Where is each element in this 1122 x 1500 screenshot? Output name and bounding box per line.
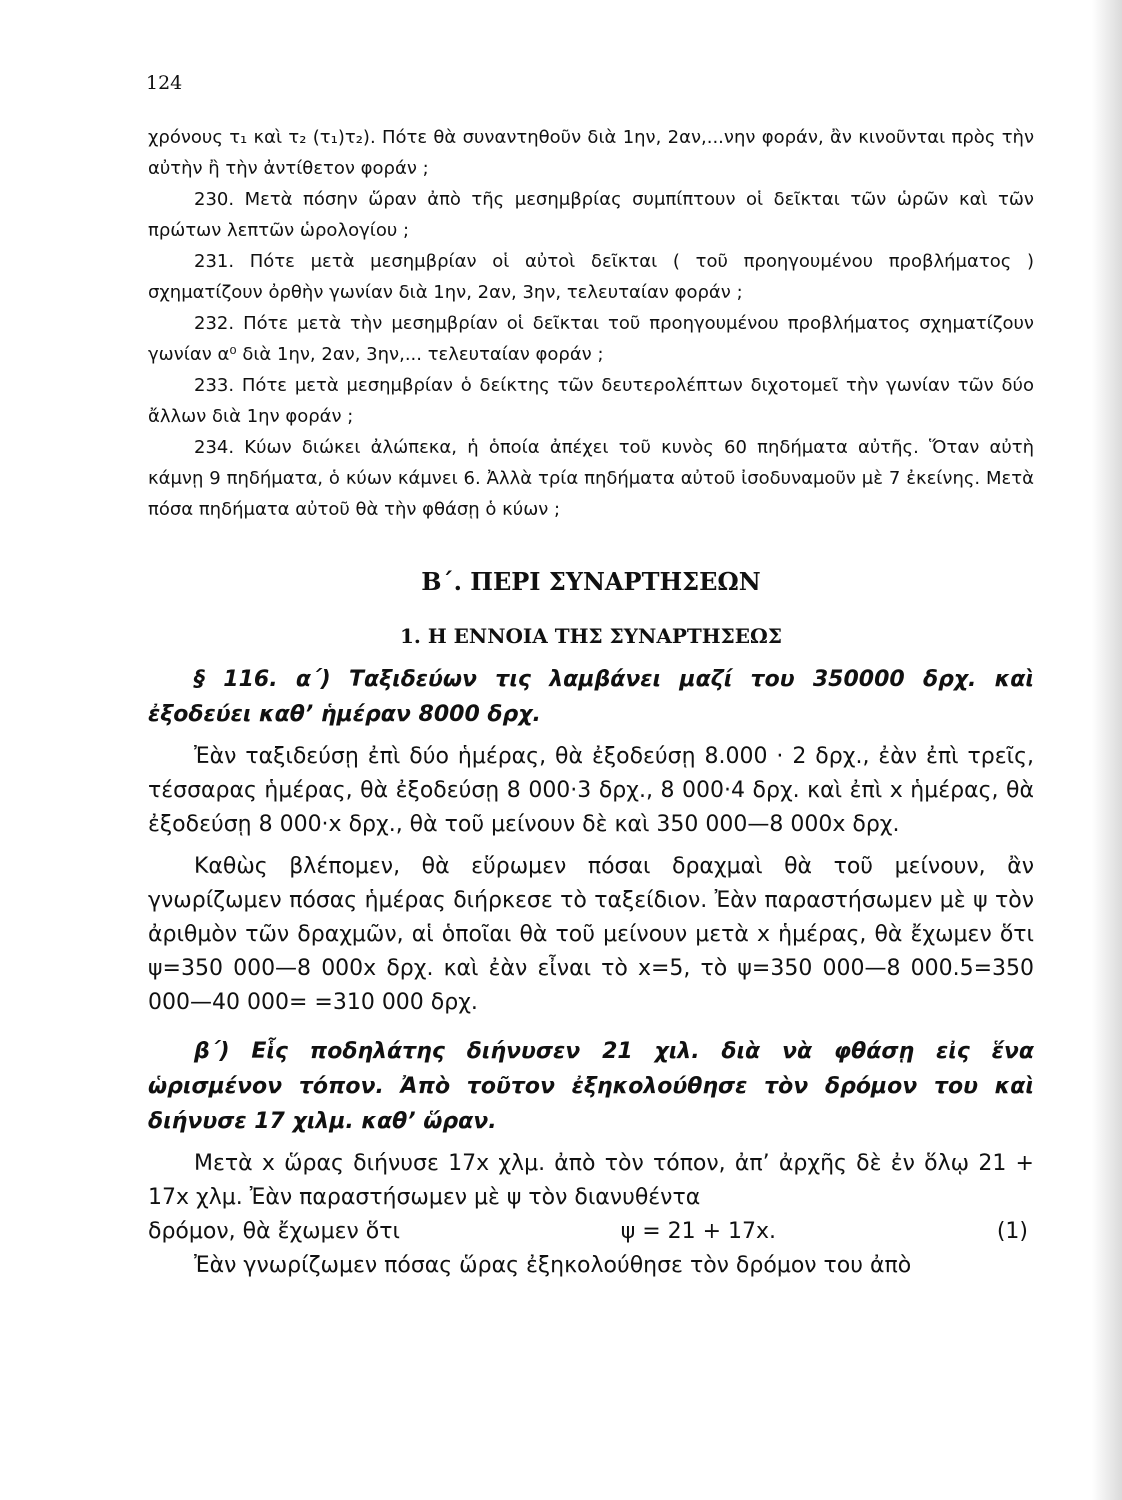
equation-1-lead: δρόμον, θὰ ἔχωμεν ὅτι xyxy=(148,1219,400,1244)
paragraph-116-b-heading: β΄) Εἷς ποδηλάτης διήνυσεν 21 χιλ. διὰ νὰ φθάσῃ εἰς ἕνα ὡρισμένον τόπον. Ἀπὸ τοῦτον ἐξηκολούθησε τὸν δρόμον του καὶ διήνυσε 17 χιλμ. καθ’ ὥραν. xyxy=(148,1039,1034,1134)
paragraph-116-b-text-2: Ἐὰν γνωρίζωμεν πόσας ὥρας ἐξηκολούθησε τὸν δρόμον του ἀπὸ xyxy=(194,1253,912,1278)
equation-1-formula: ψ = 21 + 17x. xyxy=(620,1219,777,1244)
equation-1-line xyxy=(148,1215,1034,1249)
paragraph-116-a-text-1: Ἐὰν ταξιδεύσῃ ἐπὶ δύο ἡμέρας, θὰ ἐξοδεύσῃ 8.000 · 2 δρχ., ἐὰν ἐπὶ τρεῖς, τέσσαρας ἡμέρας, θὰ ἐξοδεύσῃ 8 000·3 δρχ., 8 000·4 δρχ. καὶ ἐπὶ x ἡμέρας, θὰ ἐξοδεύσῃ 8 000·x δρχ., θὰ τοῦ μείνουν δὲ καὶ 350 000—8 000x δρχ. xyxy=(148,744,1034,837)
paragraph-116-a-heading: § 116. α΄) Ταξιδεύων τις λαμβάνει μαζί του 350000 δρχ. καὶ ἐξοδεύει καθ’ ἡμέραν 8000 δρχ. xyxy=(148,667,1034,727)
exercise-230: 230. Μετὰ πόσην ὥραν ἀπὸ τῆς μεσημβρίας συμπίπτουν οἱ δεῖκται τῶν ὡρῶν καὶ τῶν πρώτων λεπτῶν ὡρολογίου ; xyxy=(148,189,1034,241)
exercise-231: 231. Πότε μετὰ μεσημβρίαν οἱ αὐτοὶ δεῖκται ( τοῦ προηγουμένου προβλήματος ) σχηματίζουν ὀρθὴν γωνίαν διὰ 1ην, 2αν, 3ην, τελευταίαν φοράν ; xyxy=(148,251,1034,303)
page-content xyxy=(148,122,1034,1283)
page-number: 124 xyxy=(146,72,183,94)
exercise-list xyxy=(148,122,1034,525)
page-edge-shadow xyxy=(1092,0,1122,1500)
paragraph-116-b-text-1: Μετὰ x ὥρας διήνυσε 17x χλμ. ἀπὸ τὸν τόπον, ἀπ’ ἀρχῆς δὲ ἐν ὅλῳ 21 + 17x χλμ. Ἐὰν παραστήσωμεν μὲ ψ τὸν διανυθέντα xyxy=(148,1151,1034,1210)
exercise-234: 234. Κύων διώκει ἀλώπεκα, ἡ ὁποία ἀπέχει τοῦ κυνὸς 60 πηδήματα αὐτῆς. Ὅταν αὐτὴ κάμνῃ 9 πηδήματα, ὁ κύων κάμνει 6. Ἀλλὰ τρία πηδήματα αὐτοῦ ἰσοδυναμοῦν μὲ 7 ἐκείνης. Μετὰ πόσα πηδήματα αὐτοῦ θὰ τὴν φθάσῃ ὁ κύων ; xyxy=(148,437,1034,520)
section-title: Β΄. ΠΕΡΙ ΣΥΝΑΡΤΗΣΕΩΝ xyxy=(421,567,761,596)
subsection-title: 1. Η ΕΝΝΟΙΑ ΤΗΣ ΣΥΝΑΡΤΗΣΕΩΣ xyxy=(399,624,782,648)
exercise-233: 233. Πότε μετὰ μεσημβρίαν ὁ δείκτης τῶν δευτερολέπτων διχοτομεῖ τὴν γωνίαν τῶν δύο ἄλλων διὰ 1ην φοράν ; xyxy=(148,375,1034,427)
exercise-232: 232. Πότε μετὰ τὴν μεσημβρίαν οἱ δεῖκται τοῦ προηγουμένου προβλήματος σχηματίζουν γωνίαν α⁰ διὰ 1ην, 2αν, 3ην,... τελευταίαν φοράν ; xyxy=(148,313,1034,365)
paragraph-116-a-text-2: Καθὼς βλέπομεν, θὰ εὕρωμεν πόσαι δραχμαὶ θὰ τοῦ μείνουν, ἂν γνωρίζωμεν πόσας ἡμέρας διήρκεσε τὸ ταξείδιον. Ἐὰν παραστήσωμεν μὲ ψ τὸν ἀριθμὸν τῶν δραχμῶν, αἱ ὁποῖαι θὰ τοῦ μείνουν μετὰ x ἡμέρας, θὰ ἔχωμεν ὅτι ψ=350 000—8 000x δρχ. καὶ ἐὰν εἶναι τὸ x=5, τὸ ψ=350 000—8 000.5=350 000—40 000= =310 000 δρχ. xyxy=(148,854,1034,1015)
exercise-229-continuation: χρόνους τ₁ καὶ τ₂ (τ₁)τ₂). Πότε θὰ συναντηθοῦν διὰ 1ην, 2αν,...νην φοράν, ἂν κινοῦνται πρὸς τὴν αὐτὴν ἢ τὴν ἀντίθετον φοράν ; xyxy=(148,127,1034,179)
equation-1-number: (1) xyxy=(996,1219,1028,1244)
